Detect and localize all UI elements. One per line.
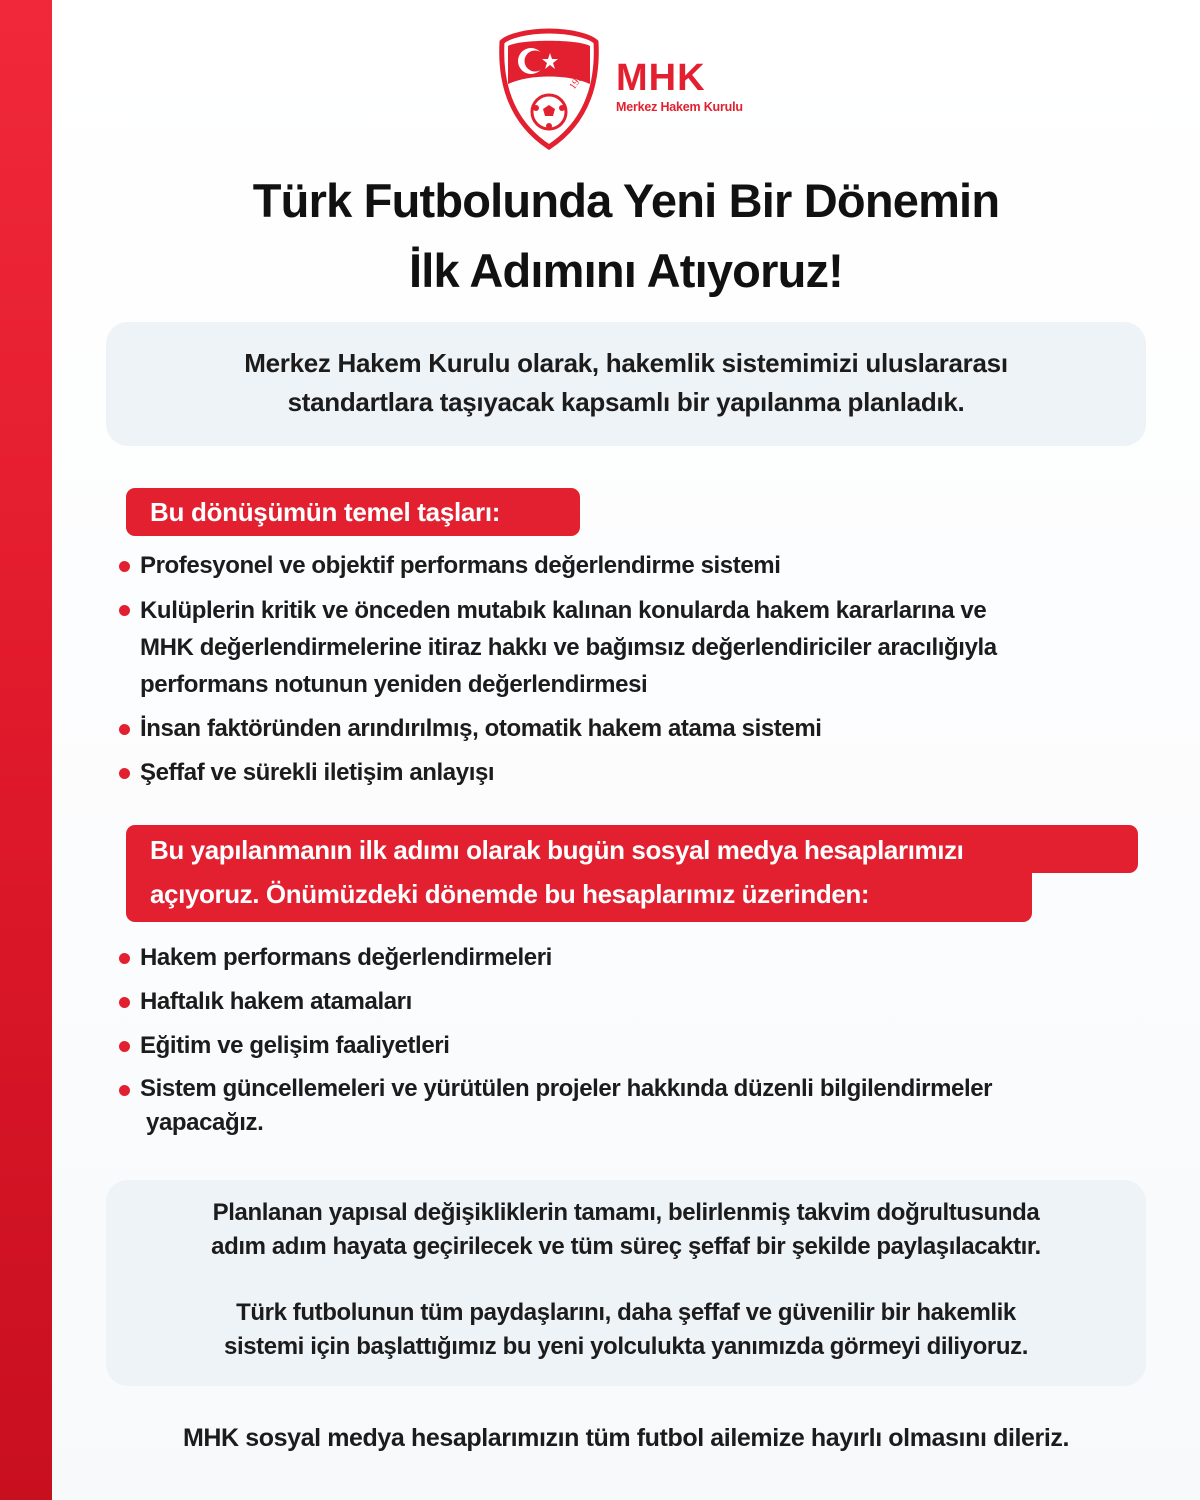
red-side-stripe	[0, 0, 52, 1500]
logo-full-name: Merkez Hakem Kurulu	[616, 100, 743, 114]
list-item-text: Kulüplerin kritik ve önceden mutabık kalınan konularda hakem kararlarına ve	[140, 597, 987, 624]
title-line-1: Türk Futbolunda Yeni Bir Dönemin	[252, 174, 1000, 227]
bullet-dot-icon	[119, 953, 130, 964]
closing-paragraph-1	[106, 1196, 1146, 1264]
list-item	[114, 592, 1174, 703]
bullet-dot-icon	[119, 1085, 130, 1096]
list-item-text: Şeffaf ve sürekli iletişim anlayışı	[140, 759, 495, 786]
bullet-dot-icon	[119, 561, 130, 572]
list-item	[114, 711, 1174, 747]
announcement-page	[52, 0, 1200, 1500]
section-2-list	[114, 940, 1174, 1148]
section-2-label-line-1: Bu yapılanmanın ilk adımı olarak bugün sosyal medya hesaplarımızı	[126, 825, 1138, 873]
list-item-text: Eğitim ve gelişim faaliyetleri	[140, 1032, 450, 1059]
bullet-dot-icon	[119, 605, 130, 616]
list-item	[114, 755, 1174, 791]
list-item-text: Sistem güncellemeleri ve yürütülen projeler hakkında düzenli bilgilendirmeler	[140, 1075, 993, 1102]
bullet-dot-icon	[119, 724, 130, 735]
list-item-text: Hakem performans değerlendirmeleri	[140, 944, 552, 971]
closing-paragraph-2	[106, 1296, 1146, 1364]
bullet-dot-icon	[119, 768, 130, 779]
page-title	[112, 166, 1140, 306]
list-item	[114, 984, 1174, 1020]
closing-p2-line-2: sistemi için başlattığımız bu yeni yolculukta yanımızda görmeyi diliyoruz.	[224, 1333, 1028, 1360]
mhk-logo	[498, 28, 768, 152]
bullet-dot-icon	[119, 997, 130, 1008]
section-1-list	[114, 548, 1174, 799]
list-item	[114, 1028, 1174, 1064]
crest-year-text: 1923	[567, 69, 588, 92]
list-item-text: yapacağız.	[146, 1109, 264, 1136]
intro-box	[106, 322, 1146, 446]
section-2-label-line-2: açıyoruz. Önümüzdeki dönemde bu hesaplarımız üzerinden:	[126, 870, 1032, 922]
list-item	[114, 548, 1174, 584]
title-line-2: İlk Adımını Atıyoruz!	[408, 244, 844, 297]
list-item-text: Haftalık hakem atamaları	[140, 988, 412, 1015]
list-item	[114, 1072, 1174, 1140]
list-item-text: performans notunun yeniden değerlendirmesi	[140, 671, 648, 698]
bullet-dot-icon	[119, 1041, 130, 1052]
closing-box	[106, 1180, 1146, 1386]
logo-text	[616, 58, 743, 114]
list-item	[114, 940, 1174, 976]
intro-line-2: standartlara taşıyacak kapsamlı bir yapılanma planladık.	[287, 387, 965, 417]
closing-p2-line-1: Türk futbolunun tüm paydaşlarını, daha şeffaf ve güvenilir bir hakemlik	[236, 1299, 1016, 1326]
section-1-label: Bu dönüşümün temel taşları:	[126, 488, 580, 536]
list-item-text: Profesyonel ve objektif performans değerlendirme sistemi	[140, 552, 781, 579]
tff-crest-icon	[498, 28, 600, 150]
final-message: MHK sosyal medya hesaplarımızın tüm futbol ailemize hayırlı olmasını dileriz.	[182, 1424, 1070, 1452]
logo-acronym: MHK	[616, 57, 706, 99]
closing-p1-line-1: Planlanan yapısal değişikliklerin tamamı, belirlenmiş takvim doğrultusunda	[212, 1199, 1040, 1226]
closing-p1-line-2: adım adım hayata geçirilecek ve tüm süreç şeffaf bir şekilde paylaşılacaktır.	[211, 1233, 1041, 1260]
intro-line-1: Merkez Hakem Kurulu olarak, hakemlik sistemimizi uluslararası	[244, 348, 1008, 378]
list-item-text: MHK değerlendirmelerine itiraz hakkı ve bağımsız değerlendiriciler aracılığıyla	[140, 634, 997, 661]
list-item-text: İnsan faktöründen arındırılmış, otomatik hakem atama sistemi	[140, 715, 822, 742]
